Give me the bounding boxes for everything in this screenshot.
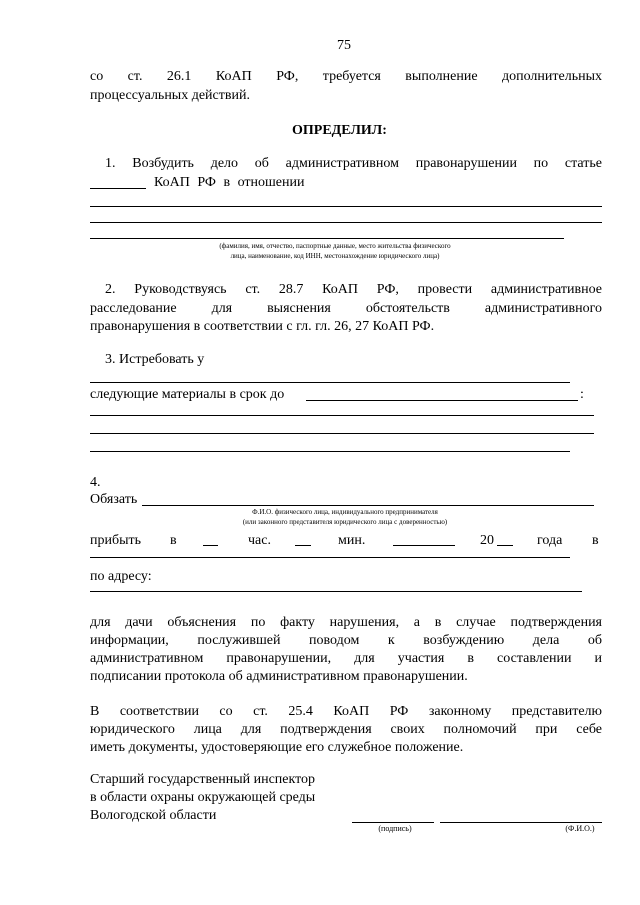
item1-line-2: КоАП РФ в отношении [154, 175, 305, 190]
item4-in-1: в [170, 533, 177, 548]
item2-line-3: правонарушения в соответствии с гл. гл. 26, 27 КоАП РФ. [90, 319, 435, 334]
materials-blank-line-1 [90, 415, 594, 416]
signature-blank-line [352, 822, 434, 823]
year-blank-line [497, 545, 513, 546]
materials-blank-line-3 [90, 451, 570, 452]
person-blank-line-3 [90, 238, 564, 239]
explain-line-1: для дачи объяснения по факту нарушения, а в случае подтверждения [90, 615, 602, 630]
explain-line-2: информации, послужившей поводом к возбуждению дела об [90, 633, 602, 648]
item2-line-1: 2. Руководствуясь ст. 28.7 КоАП РФ, провести административное [105, 282, 602, 297]
obligated-person-blank-line [142, 505, 594, 506]
request-from-blank-line [90, 382, 570, 383]
signer-position-line-2: в области охраны окружающей среды [90, 790, 316, 805]
address-blank-line [90, 591, 582, 592]
hour-blank-line [295, 545, 311, 546]
rep-line-2: юридического лица для подтверждения своих полномочий при себе [90, 722, 602, 737]
item4-hour: час. [248, 533, 271, 548]
item3-colon: : [580, 387, 584, 402]
name-blank-line [440, 822, 602, 823]
item3-line-2: следующие материалы в срок до [90, 387, 285, 402]
explain-line-3: административном правонарушении, для участия в составлении и [90, 651, 602, 666]
person-blank-line-2 [90, 222, 602, 223]
item1-line-1: 1. Возбудить дело об административном правонарушении по статье [105, 156, 602, 171]
item4-year: года [537, 533, 563, 548]
deadline-blank-line [306, 400, 578, 401]
day-blank-line [203, 545, 218, 546]
page-number: 75 [337, 38, 351, 53]
intro-line-2: процессуальных действий. [90, 88, 250, 103]
item4-year-prefix: 20 [480, 533, 494, 548]
item4-caption-2: (или законного представителя юридического лица с доверенностью) [242, 518, 448, 526]
item4-address: по адресу: [90, 569, 152, 584]
item4-caption-1: Ф.И.О. физического лица, индивидуального предпринимателя [252, 508, 438, 516]
article-blank-line [90, 188, 146, 189]
signer-position-line-1: Старший государственный инспектор [90, 772, 316, 787]
item4-number: 4. [90, 475, 101, 490]
place-blank-line [90, 557, 570, 558]
heading-determined: ОПРЕДЕЛИЛ: [292, 123, 387, 138]
signature-caption: (подпись) [378, 824, 412, 833]
name-caption: (Ф.И.О.) [565, 824, 595, 833]
item1-caption-1: (фамилия, имя, отчество, паспортные данные, место жительства физического [219, 242, 451, 250]
item4-min: мин. [338, 533, 366, 548]
item4-arrive: прибыть [90, 533, 142, 548]
explain-line-4: подписании протокола об административном правонарушении. [90, 669, 468, 684]
person-blank-line-1 [90, 206, 602, 207]
rep-line-1: В соответствии со ст. 25.4 КоАП РФ законному представителю [90, 704, 602, 719]
item2-line-2: расследование для выяснения обстоятельств административного [90, 301, 602, 316]
intro-line-1: со ст. 26.1 КоАП РФ, требуется выполнение дополнительных [90, 69, 602, 84]
minute-blank-line [393, 545, 455, 546]
signer-position-line-3: Вологодской области [90, 808, 217, 823]
rep-line-3: иметь документы, удостоверяющие его служебное положение. [90, 740, 464, 755]
item4-obligate: Обязать [90, 492, 138, 507]
materials-blank-line-2 [90, 433, 594, 434]
item4-in-2: в [592, 533, 599, 548]
item1-caption-2: лица, наименование, код ИНН, местонахождение юридического лица) [230, 252, 440, 260]
item3-line-1: 3. Истребовать у [105, 352, 205, 367]
